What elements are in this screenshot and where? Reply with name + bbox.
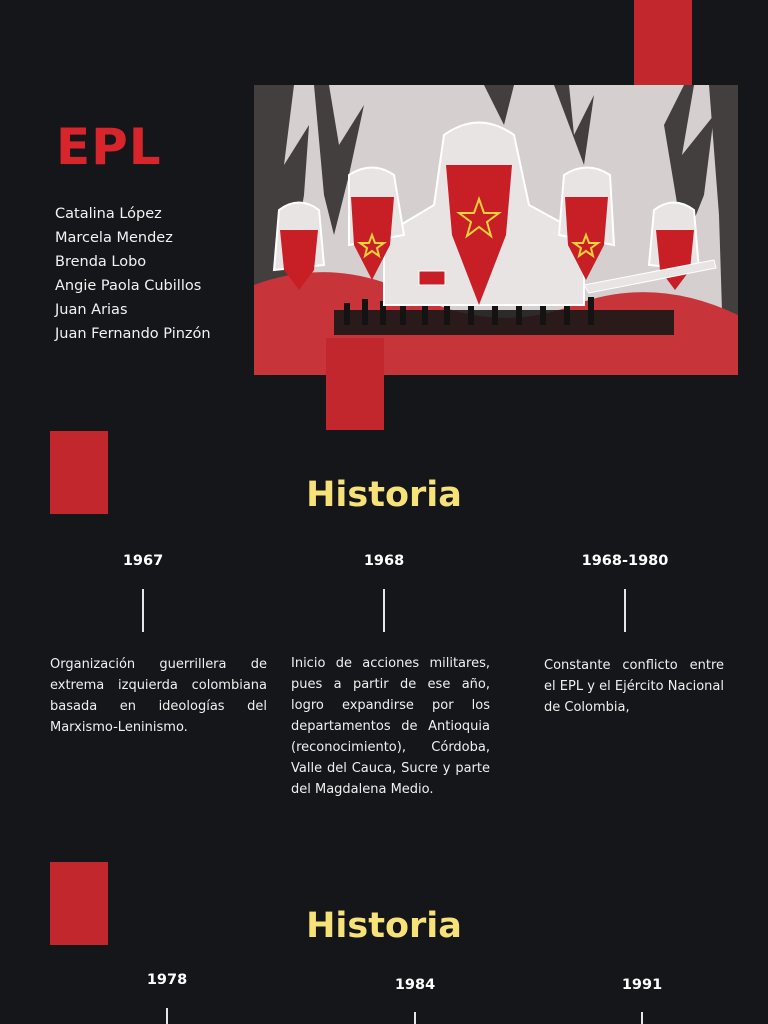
timeline-year: 1984 xyxy=(394,977,436,993)
section-heading-historia: Historia xyxy=(306,475,462,515)
timeline-year: 1978 xyxy=(146,972,188,988)
timeline-connector xyxy=(166,1008,168,1024)
timeline-description: Inicio de acciones militares, pues a partir de ese año, logro expandirse por los departamentos de Antioquia (reconocimiento), Córdoba, Valle del Cauca, Sucre y parte del Magdalena Medio. xyxy=(291,656,490,797)
author-name: Angie Paola Cubillos xyxy=(55,278,202,294)
timeline-connector xyxy=(641,1012,643,1024)
author-name: Catalina López xyxy=(55,206,162,222)
author-name: Marcela Mendez xyxy=(55,230,173,246)
timeline-connector xyxy=(624,589,626,632)
poster-artwork xyxy=(254,85,738,375)
page-title: EPL xyxy=(56,118,162,176)
decorative-red-block-poster xyxy=(326,338,384,430)
timeline-connector xyxy=(414,1012,416,1024)
guerrilla-poster-illustration xyxy=(254,85,738,375)
author-list xyxy=(55,202,211,346)
timeline-description: Constante conflicto entre el EPL y el Ejército Nacional de Colombia, xyxy=(544,658,724,715)
timeline-connector xyxy=(383,589,385,632)
timeline-year: 1968 xyxy=(363,553,405,569)
timeline-year: 1968-1980 xyxy=(581,553,669,569)
timeline-description: Organización guerrillera de extrema izquierda colombiana basada en ideologías del Marxismo-Leninismo. xyxy=(50,657,267,735)
timeline-year: 1991 xyxy=(621,977,663,993)
author-name: Juan Fernando Pinzón xyxy=(55,326,211,342)
section-heading-historia-2: Historia xyxy=(306,906,462,946)
author-name: Brenda Lobo xyxy=(55,254,147,270)
timeline-connector xyxy=(142,589,144,632)
timeline-year: 1967 xyxy=(122,553,164,569)
author-name: Juan Arias xyxy=(55,302,128,318)
